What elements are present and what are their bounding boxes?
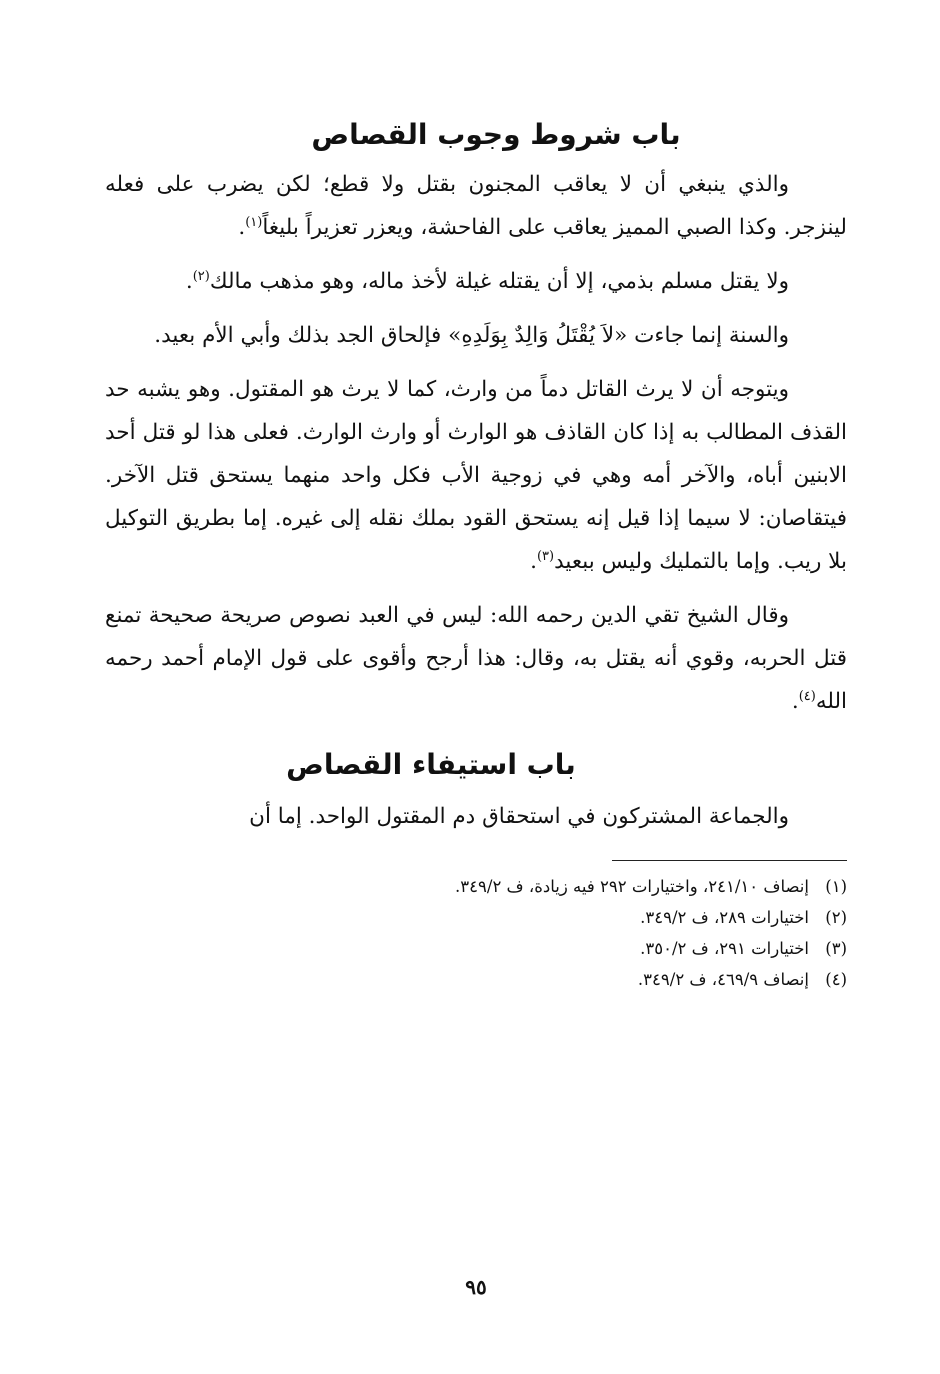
footnote-item <box>105 964 847 995</box>
book-page <box>105 105 847 1335</box>
paragraph-text: ويتوجه أن لا يرث القاتل دماً من وارث، كما لا يرث هو المقتول. وهو يشبه حد القذف المطالب به إذا كان القاذف هو الوارث أو وارث الوارث. فعلى هذا لو قتل أحد الابنين أباه، والآخر أمه وهي في زوجية الأب فكل واحد منهما يستحق قتل الآخر. فيتقاصان: لا سيما إذا قيل إنه يستحق القود بملك نقله إلى غيره. إما بطريق التوكيل بلا ريب. وإما بالتمليك وليس ببعيد <box>105 377 847 574</box>
footnote-text: إنصاف ٤٦٩/٩، ف ٣٤٩/٢. <box>637 970 809 989</box>
footnote-text: إنصاف ٢٤١/١٠، واختيارات ٢٩٢ فيه زيادة، ف ٣٤٩/٢. <box>455 877 809 896</box>
section-heading-qisas-conditions: باب شروط وجوب القصاص <box>311 118 681 151</box>
paragraph <box>105 260 847 303</box>
footnotes-list <box>105 871 847 995</box>
footnote-number: (١) <box>825 877 847 896</box>
paragraph-text: ولا يقتل مسلم بذمي، إلا أن يقتله غيلة لأخذ ماله، وهو مذهب مالك <box>209 269 789 294</box>
paragraph <box>105 163 847 249</box>
footnote-number: (٣) <box>825 939 847 958</box>
section-body-1 <box>105 163 847 723</box>
paragraph-end: . <box>791 689 799 714</box>
footnote-ref: (٢) <box>192 268 210 284</box>
paragraph-end: . <box>530 549 537 574</box>
footnote-item <box>105 871 847 902</box>
footnote-ref: (١) <box>245 214 263 230</box>
paragraph-text: والذي ينبغي أن لا يعاقب المجنون بقتل ولا قطع؛ لكن يضرب على فعله لينزجر. وكذا الصبي المميز يعاقب على الفاحشة، ويعزر تعزيراً بليغاً <box>105 172 847 240</box>
paragraph-text: وقال الشيخ تقي الدين رحمه الله: ليس في العبد نصوص صريحة صحيحة تمنع قتل الحربه، وقوي أنه يقتل به، وقال: هذا أرجح وأقوى على قول الإمام أحمد رحمه الله <box>105 603 847 714</box>
paragraph-text: والسنة إنما جاءت «لاَ يُقْتَلُ وَالِدٌ بِوَلَدِهِ» فإلحاق الجد بذلك وأبي الأم بعيد. <box>154 323 789 348</box>
paragraph <box>105 368 847 583</box>
footnote-number: (٤) <box>825 970 847 989</box>
footnote-text: اختيارات ٢٩١، ف ٣٥٠/٢. <box>640 939 809 958</box>
paragraph-text: والجماعة المشتركون في استحقاق دم المقتول الواحد. إما أن <box>249 804 789 829</box>
paragraph-end: . <box>185 269 193 294</box>
section-heading-qisas-execution: باب استيفاء القصاص <box>286 748 576 781</box>
paragraph <box>105 314 847 357</box>
footnote-text: اختيارات ٢٨٩، ف ٣٤٩/٢. <box>640 908 809 927</box>
paragraph <box>105 795 847 838</box>
footnote-item <box>105 933 847 964</box>
footnote-ref: (٣) <box>536 548 555 564</box>
paragraph-end: . <box>238 215 246 240</box>
footnote-ref: (٤) <box>798 688 816 704</box>
section-body-2 <box>105 795 847 838</box>
footnote-item <box>105 902 847 933</box>
footnote-number: (٢) <box>825 908 847 927</box>
paragraph <box>105 594 847 723</box>
page-number: ٩٥ <box>465 1275 487 1299</box>
footnote-divider <box>612 860 847 861</box>
